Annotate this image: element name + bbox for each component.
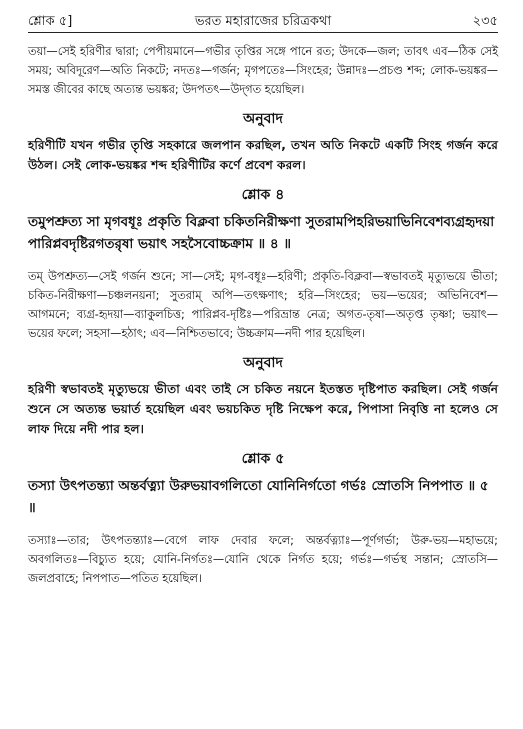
translation-sloka-4: হরিণী স্বভাবতই মৃত্যুভয়ে ভীতা এবং তাই সে চকিত নয়নে ইতস্তত দৃষ্টিপাত করছিল। সেই গর্জন শুনে সে অত্যন্ত ভয়ার্ত হয়েছিল এবং ভয়চকিত দৃষ্টি নিক্ষেপ করে, পিপাসা নিবৃত্তি না হলেও সে লাফ দিয়ে নদী পার হল। <box>28 382 498 436</box>
sloka-4-heading: শ্লোক ৪ <box>241 187 285 203</box>
translation-heading-2: অনুবাদ <box>243 355 283 371</box>
header-page-number: ২৩৫ <box>472 14 498 29</box>
word-for-word-sloka-3: তয়া—সেই হরিণীর দ্বারা; পেপীয়মানে—গভীর তৃপ্তির সঙ্গে পানে রত; উদকে—জল; তাবৎ এব—ঠিক সেই সময়; অবিদূরেণ—অতি নিকটে; নদতঃ—গর্জন; মৃগপতেঃ—সিংহের; উন্নাদঃ—প্রচণ্ড শব্দ; লোক-ভয়ঙ্কর—সমস্ত জীবের কাছে অত্যন্ত ভয়ঙ্কর; উদপতৎ—উদ্‌গত হয়েছিল। <box>28 45 498 96</box>
word-for-word-sloka-4: তম্ উপশ্রুত্য—সেই গর্জন শুনে; সা—সেই; মৃগ-বধূঃ—হরিণী; প্রকৃতি-বিক্লবা—স্বভাবতই মৃত্যুভয়ে ভীতা; চকিত-নিরীক্ষণা—চঞ্চলনয়না; সুতরাম্ অপি—তৎক্ষণাৎ; হরি—সিংহের; ভয়—ভয়ের; অভিনিবেশ—আগমনে; ব্যগ্র-হৃদয়া—ব্যাকুলচিত্ত; পারিপ্লব-দৃষ্টিঃ—পরিভ্রান্ত নেত্র; অগত-তৃষা—অতৃপ্ত তৃষ্ণা; ভয়াৎ—ভয়ের ফলে; সহসা—হঠাৎ; এব—নিশ্চিতভাবে; উচ্চক্রাম—নদী পার হয়েছিল। <box>28 270 498 340</box>
translation-heading-1: অনুবাদ <box>243 111 283 127</box>
sloka-5-verse: তস্যা উৎপতন্ত্যা অন্তর্বত্ন্যা উরুভয়াবগলিতো যোনিনির্গতো গর্ভঃ স্রোতসি নিপপাত ॥ ৫ ॥ <box>28 478 489 516</box>
sloka-4-verse: তমুপশ্রুত্য সা মৃগবধূঃ প্রকৃতি বিক্লবা চকিতনিরীক্ষণা সুতরামপিহরিভয়াভিনিবেশব্যগ্রহৃদয়া পারিপ্লবদৃষ্টিরগতরৃষা ভয়াৎ সহসৈবোচ্চক্রাম ॥ ৪ ॥ <box>28 214 495 252</box>
header-chapter-title: ভরত মহারাজের চরিত্রকথা <box>194 14 332 29</box>
translation-sloka-3: হরিণীটি যখন গভীর তৃপ্তি সহকারে জলপান করছিল, তখন অতি নিকটে একটি সিংহ গর্জন করে উঠল। সেই লোক-ভয়ঙ্কর শব্দ হরিণীটির কর্ণে প্রবেশ করল। <box>28 138 498 172</box>
header-sloka-ref: শ্লোক ৫] <box>28 14 73 29</box>
running-header <box>28 10 498 33</box>
page-body <box>28 42 498 588</box>
sloka-5-heading: শ্লোক ৫ <box>241 451 285 467</box>
word-for-word-sloka-5: তস্যাঃ—তার; উৎপতন্ত্যাঃ—বেগে লাফ দেবার ফলে; অন্তর্বত্ন্যাঃ—পূর্ণগর্ভা; উরু-ভয়—মহাভয়ে; অবগলিতঃ—বিচ্যুত হয়ে; যোনি-নির্গতঃ—যোনি থেকে নির্গত হয়ে; গর্ভঃ—গর্ভস্থ সন্তান; স্রোতসি—জলপ্রবাহে; নিপপাত—পতিত হয়েছিল। <box>28 534 498 585</box>
